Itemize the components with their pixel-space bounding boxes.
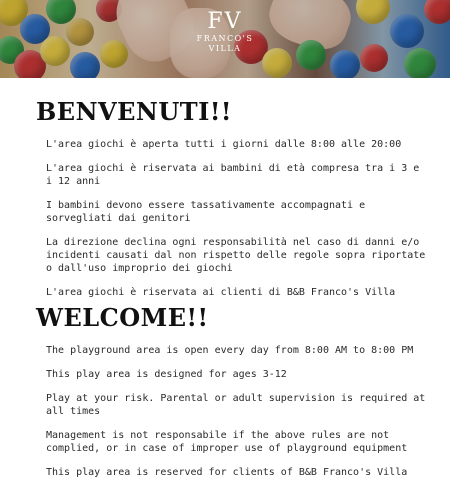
header-banner-photo (0, 0, 450, 78)
logo-subname: VILLA (208, 44, 242, 53)
italian-title: BENVENUTI!! (36, 97, 232, 126)
italian-rule: I bambini devono essere tassativamente accompagnati e sorvegliati dai genitori (46, 200, 366, 224)
logo-name: FRANCO'S (196, 34, 254, 43)
logo-mark: FV (207, 9, 243, 34)
english-rule: Management is not responsabile if the above rules are not complied, or in case of improper use of playground equipment (46, 430, 408, 454)
english-rule: This play area is reserved for clients of B&B Franco's Villa (46, 467, 408, 478)
english-section (36, 304, 426, 490)
italian-rule: L'area giochi è riservata ai bambini di età compresa tra i 3 e i 12 anni (46, 163, 420, 187)
italian-section (36, 98, 426, 310)
english-rule: Play at your risk. Parental or adult supervision is required at all times (46, 393, 426, 417)
english-rule: This play area is designed for ages 3-12 (46, 369, 287, 380)
english-title: WELCOME!! (36, 303, 209, 332)
english-rule: The playground area is open every day from 8:00 AM to 8:00 PM (46, 345, 414, 356)
italian-rule: L'area giochi è aperta tutti i giorni dalle 8:00 alle 20:00 (46, 139, 402, 150)
logo (188, 10, 262, 54)
italian-rule: L'area giochi è riservata ai clienti di B&B Franco's Villa (46, 287, 396, 298)
italian-rule: La direzione declina ogni responsabilità nel caso di danni e/o incidenti causati dal non rispetto delle regole sopra riportate o dall'uso improprio dei giochi (46, 237, 426, 274)
